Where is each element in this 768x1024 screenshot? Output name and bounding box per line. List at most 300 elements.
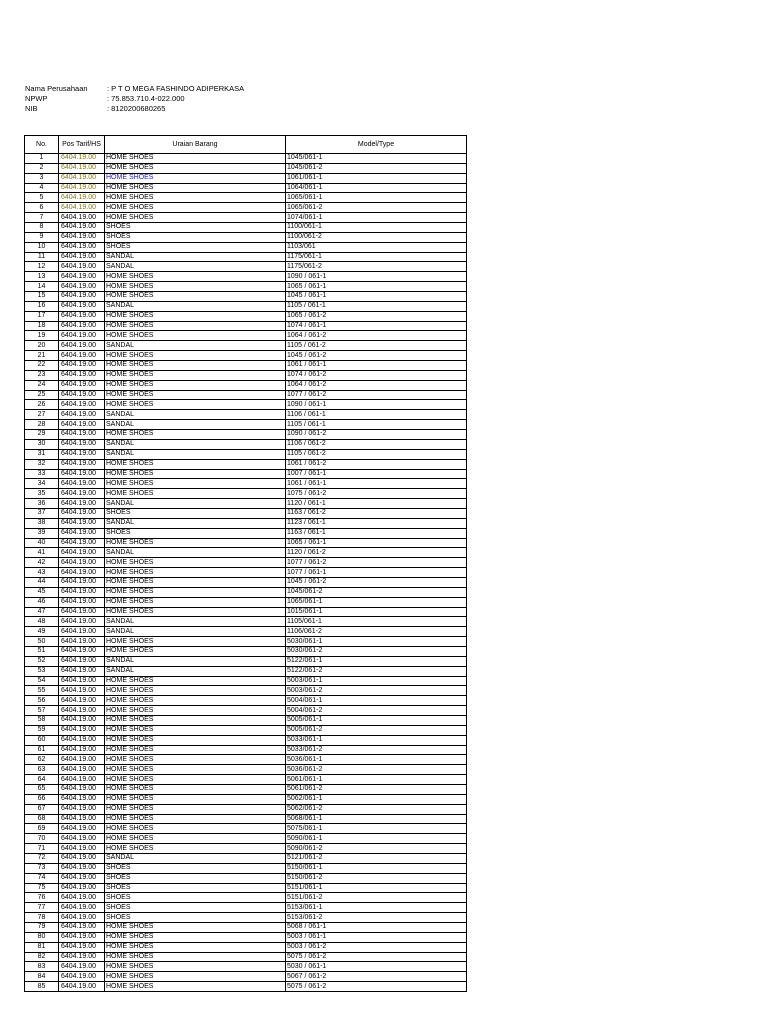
cell-pos-tarif: 6404.19.00 <box>59 223 105 233</box>
table-row <box>25 558 467 568</box>
cell-uraian-barang: HOME SHOES <box>105 745 286 755</box>
cell-no: 63 <box>25 765 59 775</box>
table-row <box>25 370 467 380</box>
cell-no: 72 <box>25 854 59 864</box>
cell-no: 47 <box>25 607 59 617</box>
cell-no: 8 <box>25 223 59 233</box>
table-row <box>25 952 467 962</box>
table-row <box>25 893 467 903</box>
table-row <box>25 804 467 814</box>
header-model-type: Model/Type <box>286 136 467 154</box>
cell-pos-tarif: 6404.19.00 <box>59 804 105 814</box>
cell-no: 73 <box>25 863 59 873</box>
table-row <box>25 479 467 489</box>
table-row <box>25 518 467 528</box>
cell-uraian-barang: HOME SHOES <box>105 686 286 696</box>
cell-pos-tarif: 6404.19.00 <box>59 518 105 528</box>
cell-model-type: 1045/061-2 <box>286 587 467 597</box>
table-row <box>25 538 467 548</box>
cell-model-type: 1074 / 061-2 <box>286 370 467 380</box>
cell-no: 54 <box>25 676 59 686</box>
table-row <box>25 745 467 755</box>
cell-pos-tarif: 6404.19.00 <box>59 666 105 676</box>
cell-model-type: 1090 / 061-1 <box>286 400 467 410</box>
cell-model-type: 1100/061-2 <box>286 232 467 242</box>
cell-pos-tarif: 6404.19.00 <box>59 577 105 587</box>
cell-no: 50 <box>25 637 59 647</box>
cell-model-type: 5150/061-1 <box>286 863 467 873</box>
cell-pos-tarif: 6404.19.00 <box>59 765 105 775</box>
table-row <box>25 232 467 242</box>
table-row <box>25 725 467 735</box>
cell-model-type: 1065/061-1 <box>286 193 467 203</box>
cell-no: 20 <box>25 341 59 351</box>
cell-uraian-barang: HOME SHOES <box>105 577 286 587</box>
cell-pos-tarif: 6404.19.00 <box>59 252 105 262</box>
cell-model-type: 1090 / 061-2 <box>286 430 467 440</box>
cell-uraian-barang: SHOES <box>105 528 286 538</box>
cell-model-type: 1045/061-2 <box>286 163 467 173</box>
table-row <box>25 341 467 351</box>
cell-pos-tarif: 6404.19.00 <box>59 400 105 410</box>
cell-model-type: 1061 / 061-1 <box>286 361 467 371</box>
cell-pos-tarif: 6404.19.00 <box>59 370 105 380</box>
cell-model-type: 5075/061-1 <box>286 824 467 834</box>
table-row <box>25 814 467 824</box>
cell-model-type: 5003 / 061-2 <box>286 942 467 952</box>
cell-model-type: 1074/061-1 <box>286 213 467 223</box>
cell-uraian-barang: HOME SHOES <box>105 844 286 854</box>
cell-no: 78 <box>25 913 59 923</box>
cell-no: 39 <box>25 528 59 538</box>
cell-no: 32 <box>25 459 59 469</box>
cell-pos-tarif: 6404.19.00 <box>59 262 105 272</box>
table-row <box>25 439 467 449</box>
company-value: : P T O MEGA FASHINDO ADIPERKASA <box>107 84 245 93</box>
cell-no: 16 <box>25 301 59 311</box>
cell-no: 57 <box>25 706 59 716</box>
cell-no: 59 <box>25 725 59 735</box>
cell-uraian-barang: SHOES <box>105 232 286 242</box>
cell-model-type: 5033/061-2 <box>286 745 467 755</box>
cell-pos-tarif: 6404.19.00 <box>59 854 105 864</box>
cell-no: 27 <box>25 410 59 420</box>
cell-model-type: 1103/061 <box>286 242 467 252</box>
cell-uraian-barang: HOME SHOES <box>105 272 286 282</box>
cell-pos-tarif: 6404.19.00 <box>59 341 105 351</box>
cell-no: 31 <box>25 449 59 459</box>
cell-uraian-barang: HOME SHOES <box>105 331 286 341</box>
cell-uraian-barang: HOME SHOES <box>105 932 286 942</box>
nib-value: : 8120200680265 <box>107 104 166 113</box>
cell-model-type: 1123 / 061-1 <box>286 518 467 528</box>
table-row <box>25 410 467 420</box>
cell-model-type: 1105/061-1 <box>286 617 467 627</box>
cell-uraian-barang: HOME SHOES <box>105 193 286 203</box>
cell-pos-tarif: 6404.19.00 <box>59 410 105 420</box>
table-row <box>25 459 467 469</box>
cell-no: 53 <box>25 666 59 676</box>
cell-no: 29 <box>25 430 59 440</box>
cell-no: 42 <box>25 558 59 568</box>
cell-uraian-barang: HOME SHOES <box>105 982 286 992</box>
cell-model-type: 1175/061-1 <box>286 252 467 262</box>
table-row <box>25 499 467 509</box>
cell-pos-tarif: 6404.19.00 <box>59 282 105 292</box>
cell-uraian-barang: HOME SHOES <box>105 173 286 183</box>
cell-pos-tarif: 6404.19.00 <box>59 656 105 666</box>
cell-uraian-barang: HOME SHOES <box>105 646 286 656</box>
cell-model-type: 1045 / 061-2 <box>286 577 467 587</box>
cell-pos-tarif: 6404.19.00 <box>59 706 105 716</box>
cell-uraian-barang: HOME SHOES <box>105 972 286 982</box>
table-row <box>25 785 467 795</box>
cell-no: 81 <box>25 942 59 952</box>
cell-no: 58 <box>25 715 59 725</box>
table-row <box>25 627 467 637</box>
table-row <box>25 883 467 893</box>
cell-uraian-barang: HOME SHOES <box>105 597 286 607</box>
table-row <box>25 696 467 706</box>
cell-pos-tarif: 6404.19.00 <box>59 627 105 637</box>
table-row <box>25 321 467 331</box>
cell-uraian-barang: SANDAL <box>105 420 286 430</box>
cell-no: 12 <box>25 262 59 272</box>
npwp-label: NPWP <box>25 94 48 103</box>
cell-model-type: 1074 / 061-1 <box>286 321 467 331</box>
cell-model-type: 5067 / 061-2 <box>286 972 467 982</box>
table-row <box>25 331 467 341</box>
cell-uraian-barang: SHOES <box>105 863 286 873</box>
cell-model-type: 5153/061-2 <box>286 913 467 923</box>
cell-no: 82 <box>25 952 59 962</box>
table-row <box>25 568 467 578</box>
cell-no: 69 <box>25 824 59 834</box>
table-row <box>25 400 467 410</box>
cell-model-type: 1061 / 061-1 <box>286 479 467 489</box>
cell-no: 35 <box>25 489 59 499</box>
cell-model-type: 1077 / 061-2 <box>286 390 467 400</box>
cell-no: 5 <box>25 193 59 203</box>
cell-uraian-barang: HOME SHOES <box>105 785 286 795</box>
cell-pos-tarif: 6404.19.00 <box>59 430 105 440</box>
cell-no: 37 <box>25 508 59 518</box>
table-row <box>25 361 467 371</box>
cell-model-type: 1163 / 061-2 <box>286 508 467 518</box>
cell-model-type: 1065 / 061-1 <box>286 538 467 548</box>
cell-no: 10 <box>25 242 59 252</box>
cell-pos-tarif: 6404.19.00 <box>59 785 105 795</box>
cell-pos-tarif: 6404.19.00 <box>59 292 105 302</box>
cell-uraian-barang: SANDAL <box>105 341 286 351</box>
cell-model-type: 1100/061-1 <box>286 223 467 233</box>
cell-uraian-barang: SANDAL <box>105 262 286 272</box>
cell-no: 83 <box>25 962 59 972</box>
table-row <box>25 923 467 933</box>
cell-model-type: 5003/061-2 <box>286 686 467 696</box>
table-header-row <box>25 136 467 154</box>
npwp-row <box>25 94 244 104</box>
table-row <box>25 775 467 785</box>
cell-model-type: 5153/061-1 <box>286 903 467 913</box>
cell-no: 64 <box>25 775 59 785</box>
cell-model-type: 1045/061-1 <box>286 154 467 164</box>
cell-pos-tarif: 6404.19.00 <box>59 676 105 686</box>
cell-pos-tarif: 6404.19.00 <box>59 844 105 854</box>
cell-pos-tarif: 6404.19.00 <box>59 883 105 893</box>
cell-no: 44 <box>25 577 59 587</box>
cell-no: 66 <box>25 794 59 804</box>
table-row <box>25 154 467 164</box>
cell-uraian-barang: HOME SHOES <box>105 351 286 361</box>
cell-pos-tarif: 6404.19.00 <box>59 745 105 755</box>
cell-no: 23 <box>25 370 59 380</box>
cell-uraian-barang: SANDAL <box>105 518 286 528</box>
cell-no: 61 <box>25 745 59 755</box>
table-row <box>25 715 467 725</box>
cell-pos-tarif: 6404.19.00 <box>59 321 105 331</box>
cell-pos-tarif: 6404.19.00 <box>59 311 105 321</box>
cell-pos-tarif: 6404.19.00 <box>59 775 105 785</box>
cell-uraian-barang: HOME SHOES <box>105 390 286 400</box>
cell-uraian-barang: HOME SHOES <box>105 163 286 173</box>
cell-no: 76 <box>25 893 59 903</box>
cell-pos-tarif: 6404.19.00 <box>59 173 105 183</box>
cell-uraian-barang: SANDAL <box>105 410 286 420</box>
table-row <box>25 972 467 982</box>
table-row <box>25 390 467 400</box>
cell-uraian-barang: HOME SHOES <box>105 942 286 952</box>
cell-uraian-barang: SHOES <box>105 913 286 923</box>
cell-pos-tarif: 6404.19.00 <box>59 617 105 627</box>
cell-model-type: 5062/061-2 <box>286 804 467 814</box>
cell-model-type: 1106 / 061-2 <box>286 439 467 449</box>
cell-pos-tarif: 6404.19.00 <box>59 203 105 213</box>
cell-model-type: 1015/061-1 <box>286 607 467 617</box>
cell-pos-tarif: 6404.19.00 <box>59 528 105 538</box>
cell-model-type: 5150/061-2 <box>286 873 467 883</box>
cell-no: 75 <box>25 883 59 893</box>
cell-pos-tarif: 6404.19.00 <box>59 962 105 972</box>
cell-model-type: 1045 / 061-2 <box>286 351 467 361</box>
cell-pos-tarif: 6404.19.00 <box>59 548 105 558</box>
cell-pos-tarif: 6404.19.00 <box>59 499 105 509</box>
cell-no: 85 <box>25 982 59 992</box>
cell-uraian-barang: HOME SHOES <box>105 676 286 686</box>
table-row <box>25 903 467 913</box>
header-no: No. <box>25 136 59 154</box>
cell-uraian-barang: SANDAL <box>105 301 286 311</box>
cell-model-type: 1106/061-2 <box>286 627 467 637</box>
cell-pos-tarif: 6404.19.00 <box>59 213 105 223</box>
nib-label: NIB <box>25 104 38 113</box>
cell-model-type: 5090/061-1 <box>286 834 467 844</box>
cell-uraian-barang: HOME SHOES <box>105 962 286 972</box>
cell-model-type: 5122/061-1 <box>286 656 467 666</box>
cell-no: 18 <box>25 321 59 331</box>
table-row <box>25 617 467 627</box>
cell-model-type: 5122/061-2 <box>286 666 467 676</box>
cell-pos-tarif: 6404.19.00 <box>59 824 105 834</box>
cell-no: 70 <box>25 834 59 844</box>
table-row <box>25 203 467 213</box>
cell-uraian-barang: SHOES <box>105 508 286 518</box>
cell-uraian-barang: HOME SHOES <box>105 637 286 647</box>
cell-uraian-barang: SHOES <box>105 242 286 252</box>
cell-uraian-barang: HOME SHOES <box>105 311 286 321</box>
cell-uraian-barang: HOME SHOES <box>105 183 286 193</box>
cell-model-type: 5036/061-2 <box>286 765 467 775</box>
cell-no: 28 <box>25 420 59 430</box>
cell-uraian-barang: HOME SHOES <box>105 824 286 834</box>
cell-model-type: 5005/061-2 <box>286 725 467 735</box>
cell-model-type: 1105 / 061-1 <box>286 420 467 430</box>
cell-uraian-barang: HOME SHOES <box>105 538 286 548</box>
cell-no: 14 <box>25 282 59 292</box>
table-row <box>25 765 467 775</box>
table-row <box>25 587 467 597</box>
cell-uraian-barang: HOME SHOES <box>105 706 286 716</box>
cell-uraian-barang: HOME SHOES <box>105 154 286 164</box>
table-row <box>25 301 467 311</box>
cell-no: 15 <box>25 292 59 302</box>
cell-uraian-barang: HOME SHOES <box>105 469 286 479</box>
cell-model-type: 1077 / 061-2 <box>286 558 467 568</box>
cell-uraian-barang: HOME SHOES <box>105 587 286 597</box>
table-row <box>25 380 467 390</box>
cell-uraian-barang: SANDAL <box>105 499 286 509</box>
cell-pos-tarif: 6404.19.00 <box>59 489 105 499</box>
cell-uraian-barang: HOME SHOES <box>105 558 286 568</box>
cell-model-type: 5003 / 061-1 <box>286 932 467 942</box>
cell-uraian-barang: HOME SHOES <box>105 804 286 814</box>
cell-no: 26 <box>25 400 59 410</box>
cell-pos-tarif: 6404.19.00 <box>59 873 105 883</box>
cell-no: 22 <box>25 361 59 371</box>
cell-uraian-barang: SANDAL <box>105 449 286 459</box>
cell-no: 24 <box>25 380 59 390</box>
cell-uraian-barang: HOME SHOES <box>105 380 286 390</box>
nib-row <box>25 104 244 114</box>
cell-model-type: 1077 / 061-1 <box>286 568 467 578</box>
cell-no: 49 <box>25 627 59 637</box>
table-row <box>25 548 467 558</box>
cell-model-type: 5003/061-1 <box>286 676 467 686</box>
cell-pos-tarif: 6404.19.00 <box>59 982 105 992</box>
cell-uraian-barang: SHOES <box>105 893 286 903</box>
cell-pos-tarif: 6404.19.00 <box>59 439 105 449</box>
cell-no: 51 <box>25 646 59 656</box>
cell-no: 74 <box>25 873 59 883</box>
cell-model-type: 5030/061-2 <box>286 646 467 656</box>
cell-model-type: 1061 / 061-2 <box>286 459 467 469</box>
cell-uraian-barang: SANDAL <box>105 617 286 627</box>
cell-uraian-barang: HOME SHOES <box>105 430 286 440</box>
cell-no: 80 <box>25 932 59 942</box>
cell-no: 34 <box>25 479 59 489</box>
cell-model-type: 1163 / 061-1 <box>286 528 467 538</box>
cell-model-type: 1064/061-1 <box>286 183 467 193</box>
cell-pos-tarif: 6404.19.00 <box>59 163 105 173</box>
table-row <box>25 489 467 499</box>
cell-uraian-barang: SANDAL <box>105 656 286 666</box>
table-row <box>25 252 467 262</box>
cell-uraian-barang: HOME SHOES <box>105 755 286 765</box>
cell-no: 79 <box>25 923 59 933</box>
cell-model-type: 1064 / 061-2 <box>286 331 467 341</box>
npwp-value: : 75.853.710.4-022.000 <box>107 94 185 103</box>
cell-model-type: 1075 / 061-2 <box>286 489 467 499</box>
cell-model-type: 1105 / 061-1 <box>286 301 467 311</box>
cell-no: 65 <box>25 785 59 795</box>
cell-model-type: 5075 / 061-2 <box>286 952 467 962</box>
cell-no: 9 <box>25 232 59 242</box>
table-row <box>25 272 467 282</box>
cell-pos-tarif: 6404.19.00 <box>59 637 105 647</box>
table-row <box>25 193 467 203</box>
company-label: Nama Perusahaan <box>25 84 88 93</box>
cell-pos-tarif: 6404.19.00 <box>59 587 105 597</box>
table-row <box>25 735 467 745</box>
cell-model-type: 5030 / 061-1 <box>286 962 467 972</box>
cell-no: 3 <box>25 173 59 183</box>
cell-no: 40 <box>25 538 59 548</box>
cell-no: 36 <box>25 499 59 509</box>
table-row <box>25 597 467 607</box>
cell-no: 1 <box>25 154 59 164</box>
cell-no: 6 <box>25 203 59 213</box>
cell-pos-tarif: 6404.19.00 <box>59 696 105 706</box>
cell-pos-tarif: 6404.19.00 <box>59 715 105 725</box>
cell-pos-tarif: 6404.19.00 <box>59 479 105 489</box>
cell-model-type: 1090 / 061-1 <box>286 272 467 282</box>
cell-pos-tarif: 6404.19.00 <box>59 361 105 371</box>
cell-model-type: 5005/061-1 <box>286 715 467 725</box>
table-row <box>25 962 467 972</box>
table-row <box>25 292 467 302</box>
table-row <box>25 430 467 440</box>
cell-pos-tarif: 6404.19.00 <box>59 725 105 735</box>
cell-model-type: 1065/061-2 <box>286 203 467 213</box>
table-row <box>25 449 467 459</box>
cell-no: 41 <box>25 548 59 558</box>
cell-uraian-barang: SANDAL <box>105 439 286 449</box>
cell-pos-tarif: 6404.19.00 <box>59 301 105 311</box>
table-row <box>25 942 467 952</box>
table-row <box>25 163 467 173</box>
cell-no: 48 <box>25 617 59 627</box>
table-row <box>25 173 467 183</box>
table-row <box>25 913 467 923</box>
cell-uraian-barang: HOME SHOES <box>105 370 286 380</box>
table-row <box>25 469 467 479</box>
cell-no: 52 <box>25 656 59 666</box>
cell-no: 45 <box>25 587 59 597</box>
cell-model-type: 5075 / 061-2 <box>286 982 467 992</box>
cell-pos-tarif: 6404.19.00 <box>59 508 105 518</box>
cell-uraian-barang: SANDAL <box>105 666 286 676</box>
cell-model-type: 5068 / 061-1 <box>286 923 467 933</box>
cell-model-type: 1061/061-1 <box>286 173 467 183</box>
header-uraian-barang: Uraian Barang <box>105 136 286 154</box>
cell-no: 68 <box>25 814 59 824</box>
cell-no: 71 <box>25 844 59 854</box>
table-row <box>25 686 467 696</box>
cell-no: 55 <box>25 686 59 696</box>
cell-pos-tarif: 6404.19.00 <box>59 794 105 804</box>
company-info <box>25 84 244 114</box>
cell-pos-tarif: 6404.19.00 <box>59 380 105 390</box>
